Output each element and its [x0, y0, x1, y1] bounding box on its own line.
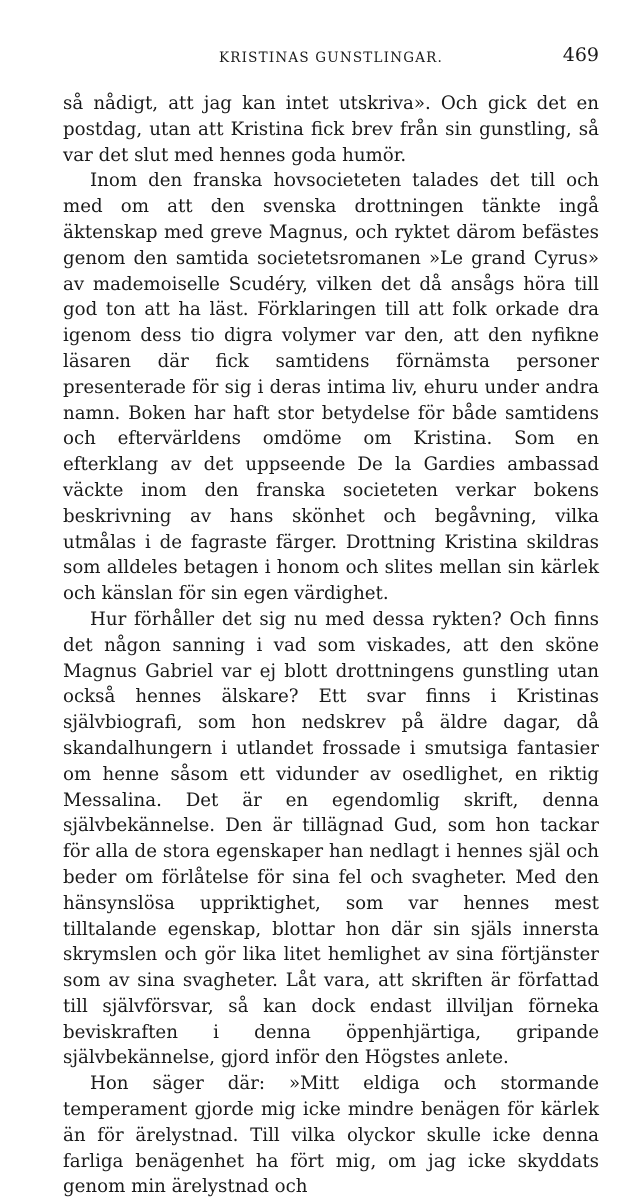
paragraph: så nådigt, att jag kan intet utskriva». Och gick det en postdag, utan att Kristina fick brev från sin gunstling, så var det slut med hennes goda humör. [63, 93, 599, 166]
paragraph: Hon säger där: »Mitt eldiga och stormande temperament gjorde mig icke mindre benägen för kärlek än för ärelystnad. Till vilka olyckor skulle icke denna farliga benägenhet ha fört mig, om jag icke skyddats genom min ärelystnad och [63, 1073, 599, 1198]
book-page [63, 38, 599, 1200]
paragraph: Hur förhåller det sig nu med dessa rykten? Och finns det någon sanning i vad som viskades, att den sköne Magnus Gabriel var ej blott drottningens gunstling utan också hennes älskare? Ett svar finns i Kristinas självbiografi, som hon nedskrev på äldre dagar, då skandalhungern i utlandet frossade i smutsiga fantasier om henne såsom ett vidunder av osedlighet, en riktig Messalina. Det är en egendomlig skrift, denna självbekännelse. Den är tillägnad Gud, som hon tackar för alla de stora egenskaper han nedlagt i hennes själ och beder om förlåtelse för sina fel och svagheter. Med den hänsynslösa uppriktighet, som var hennes mest tilltalande egenskap, blottar hon där sin själs innersta skrymslen och gör lika litet hemlighet av sina förtjänster som av sina svagheter. Låt vara, att skriften är författad till självförsvar, så kan dock endast illviljan förneka beviskraften i denna öppenhjärtiga, gripande självbekännelse, gjord inför den Högstes anlete. [63, 608, 599, 1069]
running-title: KRISTINAS GUNSTLINGAR. [219, 50, 443, 66]
body-text [63, 91, 599, 1200]
page-number: 469 [562, 44, 599, 66]
running-header [63, 38, 599, 72]
paragraph: Inom den franska hovsocieteten talades det till och med om att den svenska drottningen tänkte ingå äktenskap med greve Magnus, och ryktet därom befästes genom den samtida societetsromanen »Le grand Cyrus» av mademoiselle Scudéry, vilken det då ansågs höra till god ton att ha läst. Förklaringen till att folk orkade dra igenom dess tio digra volymer var den, att den nyfikne läsaren där fick samtidens förnämsta personer presenterade för sig i deras intima liv, ehuru under andra namn. Boken har haft stor betydelse för både samtidens och eftervärldens omdöme om Kristina. Som en efterklang av det uppseende De la Gardies ambassad väckte inom den franska societeten verkar bokens beskrivning av hans skönhet och begåvning, vilka utmålas i de fagraste färger. Drottning Kristina skildras som alldeles betagen i honom och slites mellan sin kärlek och känslan för sin egen värdighet. [63, 170, 599, 605]
